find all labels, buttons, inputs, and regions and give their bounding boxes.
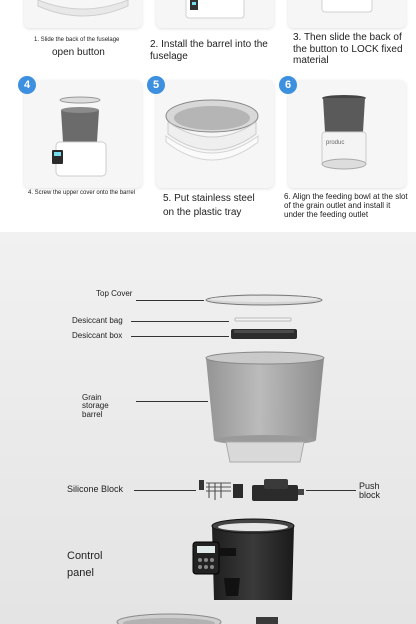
push-block-part xyxy=(250,477,306,505)
label-push-block: Push block xyxy=(359,481,381,501)
step5-caption: 5. Put stainless steel on the plastic tray xyxy=(163,193,255,218)
silicone-block-part xyxy=(197,478,249,504)
step6-card xyxy=(288,80,406,188)
stainless-bowl-part xyxy=(114,612,224,624)
desiccant-bag-part xyxy=(233,316,293,324)
step1-card xyxy=(24,0,142,28)
step4-caption: 4. Screw the upper cover onto the barrel xyxy=(28,190,136,196)
label-control-panel: Control panel xyxy=(67,550,103,579)
bowl-clip-part xyxy=(252,613,282,624)
exploded-parts-diagram xyxy=(0,232,416,624)
feeder-lock-illustration xyxy=(288,0,406,28)
step6-caption: 6. Align the feeding bowl at the slot of the grain outlet and install it under the feeding outlet xyxy=(284,192,408,220)
step5-badge: 5 xyxy=(147,76,165,94)
grain-storage-barrel-part xyxy=(204,350,326,468)
label-top-cover: Top Cover xyxy=(96,289,133,298)
steel-bowl-on-tray-illustration xyxy=(156,80,274,188)
top-cover-part xyxy=(204,293,324,309)
step1-caption-line1: 1. Slide the back of the fuselage xyxy=(34,37,120,43)
step3-card xyxy=(288,0,406,28)
step4-card xyxy=(24,80,142,188)
feeder-screw-cover-illustration xyxy=(24,80,142,188)
label-grain-storage-barrel: Grain storage barrel xyxy=(82,393,109,419)
label-silicone-block: Silicone Block xyxy=(67,484,124,494)
leader-line-desiccant-box xyxy=(131,336,229,337)
feeder-front-illustration xyxy=(156,0,274,28)
step3-caption: 3. Then slide the back of the button to LOCK fixed material xyxy=(293,32,403,66)
step2-caption: 2. Install the barrel into the fuselage xyxy=(150,39,268,62)
label-desiccant-bag: Desiccant bag xyxy=(72,316,123,325)
label-desiccant-box: Desiccant box xyxy=(72,331,123,340)
leader-line-top-cover xyxy=(136,300,204,301)
feeder-base-illustration xyxy=(24,0,142,28)
leader-line-silicone-block xyxy=(134,490,196,491)
step1-caption-line2: open button xyxy=(52,47,105,58)
installation-steps xyxy=(0,0,416,232)
step2-card xyxy=(156,0,274,28)
step4-badge: 4 xyxy=(18,76,36,94)
step5-card xyxy=(156,80,274,188)
step6-product-text: produc xyxy=(326,140,345,146)
feeder-body-control-panel-part xyxy=(192,516,300,602)
leader-line-push-block xyxy=(306,490,356,491)
desiccant-box-part xyxy=(230,328,298,340)
leader-line-grain-barrel xyxy=(136,401,208,402)
feeder-assembled-illustration xyxy=(288,80,406,188)
leader-line-desiccant-bag xyxy=(131,321,229,322)
step6-badge: 6 xyxy=(279,76,297,94)
